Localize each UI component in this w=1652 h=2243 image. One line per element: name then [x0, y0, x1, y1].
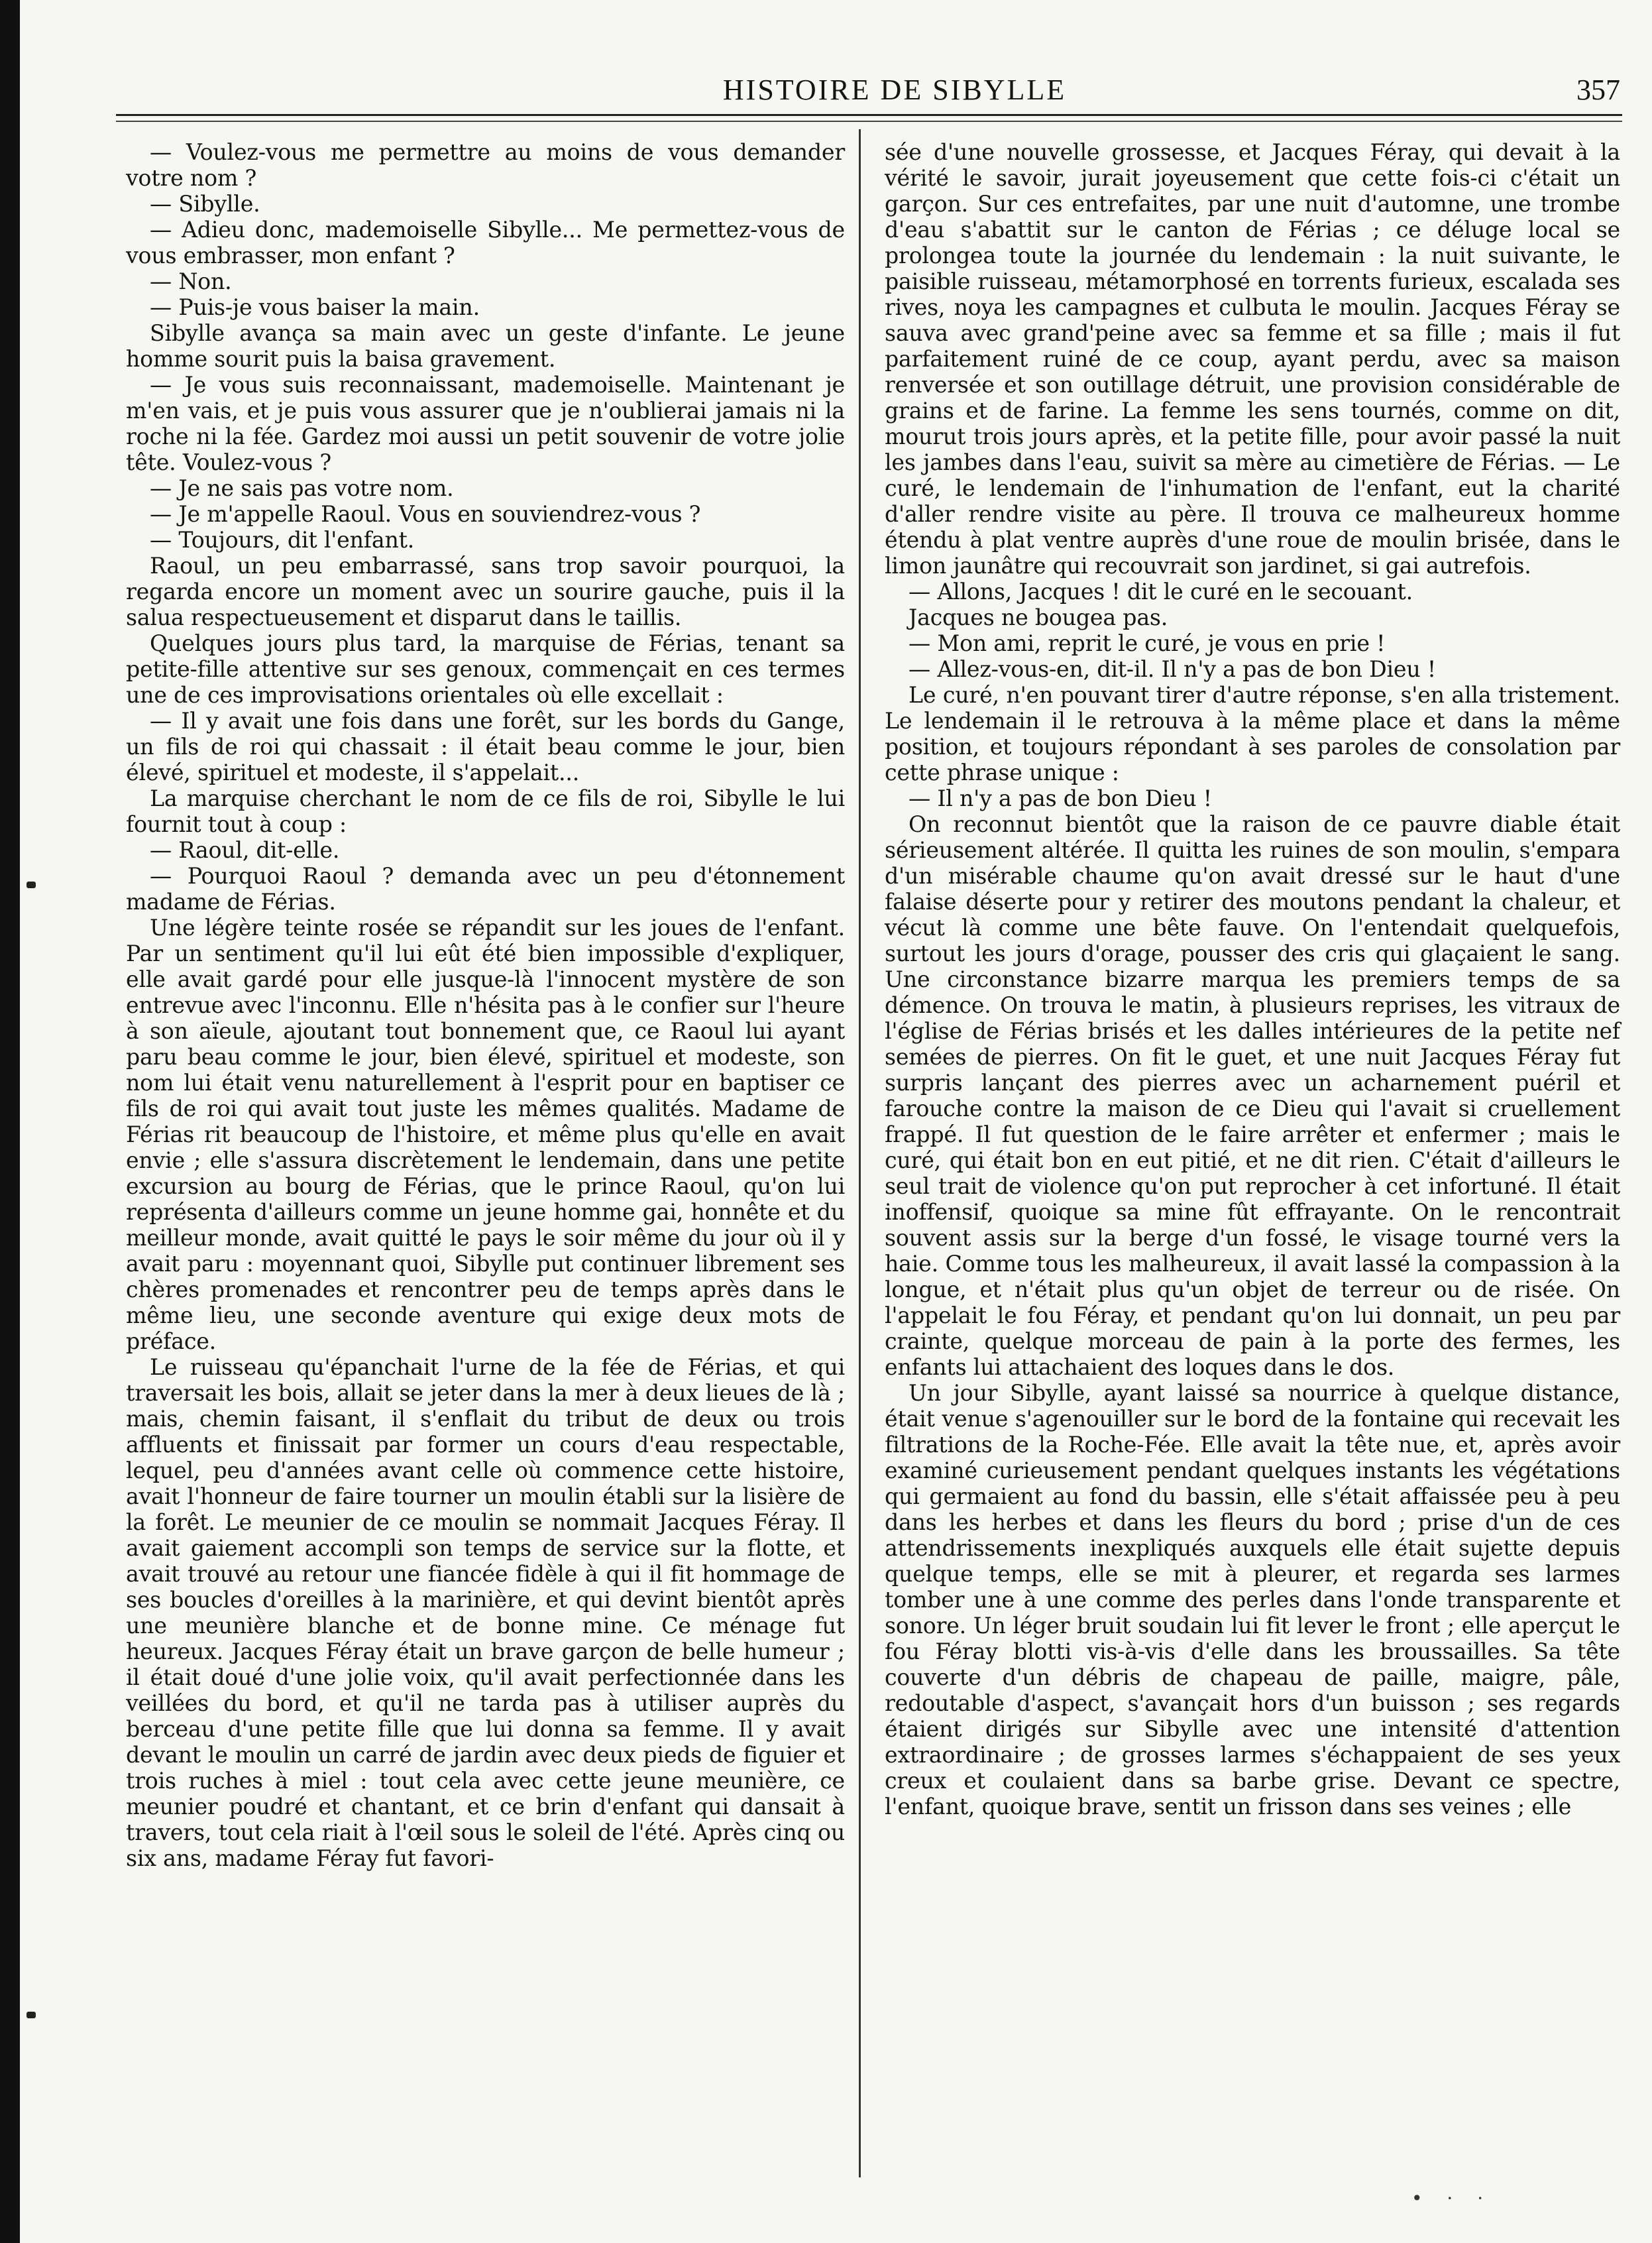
paragraph: — Pourquoi Raoul ? demanda avec un peu d'étonnement madame de Férias.: [126, 863, 845, 915]
paragraph: — Il y avait une fois dans une forêt, sur les bords du Gange, un fils de roi qui chassait : il était beau comme le jour, bien élevé, spirituel et modeste, il s'appelait...: [126, 708, 845, 785]
paragraph: — Raoul, dit-elle.: [150, 837, 340, 863]
print-specks: • · ·: [1411, 2187, 1493, 2209]
paragraph: — Allez-vous-en, dit-il. Il n'y a pas de bon Dieu !: [909, 656, 1436, 682]
paragraph: — Mon ami, reprit le curé, je vous en prie !: [909, 630, 1386, 656]
paragraph: On reconnut bientôt que la raison de ce pauvre diable était sérieusement altérée. Il quitta les ruines de son moulin, s'empara d'un misérable chaume qu'on avait dressé sur le haut d'une falaise déserte pour y retirer des moutons pendant la chaleur, et vécut là comme une bête fauve. On l'entendait quelquefois, surtout les jours d'orage, pousser des cris qui glaçaient le sang. Une circonstance bizarre marqua les premiers temps de sa démence. On trouva le matin, à plusieurs reprises, les vitraux de l'église de Férias brisés et les dalles intérieures de la petite nef semées de pierres. On fit le guet, et une nuit Jacques Féray fut surpris lançant des pierres avec un acharnement puéril et farouche contre la maison de ce Dieu qui l'avait si cruellement frappé. Il fut question de le faire arrêter et enfermer ; mais le curé, qui était bon en eut pitié, et ne dit rien. C'était d'ailleurs le seul trait de violence qu'on put reprocher à cet infortuné. Il était inoffensif, quoique sa mine fût effrayante. On le rencontrait souvent assis sur la berge d'un fossé, le visage tourné vers la haie. Comme tous les malheureux, il avait lassé la compassion à la longue, et n'était plus qu'un objet de terreur ou de risée. On l'appelait le fou Féray, et pendant qu'on lui donnait, un peu par crainte, quelque morceau de pain à la porte des fermes, les enfants lui attachaient des loques dans le dos.: [885, 811, 1620, 1380]
header-rule-thin: [116, 121, 1622, 122]
paragraph: — Sibylle.: [150, 191, 260, 217]
paragraph: — Il n'y a pas de bon Dieu !: [909, 785, 1212, 811]
paragraph: — Je ne sais pas votre nom.: [150, 475, 454, 501]
running-title: HISTOIRE DE SIBYLLE: [722, 74, 1067, 106]
column-divider: [859, 129, 861, 2177]
paragraph: Jacques ne bougea pas.: [909, 604, 1168, 630]
margin-mark: [27, 882, 36, 888]
paragraph: Sibylle avança sa main avec un geste d'infante. Le jeune homme sourit puis la baisa gravement.: [126, 320, 845, 372]
paragraph: — Puis-je vous baiser la main.: [150, 294, 480, 320]
paragraph: — Toujours, dit l'enfant.: [150, 527, 415, 553]
paragraph: — Allons, Jacques ! dit le curé en le secouant.: [909, 579, 1413, 604]
paragraph: — Non.: [150, 268, 232, 294]
paragraph: — Adieu donc, mademoiselle Sibylle... Me permettez-vous de vous embrasser, mon enfant ?: [126, 217, 845, 268]
paragraph: sée d'une nouvelle grossesse, et Jacques Féray, qui devait à la vérité le savoir, jurait joyeusement que cette fois-ci c'était un garçon. Sur ces entrefaites, par une nuit d'automne, une trombe d'eau s'abattit sur le canton de Férias ; ce déluge local se prolongea toute la journée du lendemain : la nuit suivante, le paisible ruisseau, métamorphosé en torrents furieux, escalada ses rives, noya les campagnes et culbuta le moulin. Jacques Féray se sauva avec grand'peine avec sa femme et sa fille ; mais il fut parfaitement ruiné de ce coup, ayant perdu, avec sa maison renversée et son outillage détruit, une provision considérable de grains et de farine. La femme les sens tournés, comme on dit, mourut trois jours après, et la petite fille, pour avoir passé la nuit les jambes dans l'eau, suivit sa mère au cimetière de Férias. — Le curé, le lendemain de l'inhumation de l'enfant, eut la charité d'aller rendre visite au père. Il trouva ce malheureux homme étendu à plat ventre auprès d'une roue de moulin brisée, dans le limon jaunâtre qui recouvrait son jardinet, si gai autrefois.: [885, 139, 1620, 579]
page-binding-edge: [0, 0, 20, 2243]
paragraph: Un jour Sibylle, ayant laissé sa nourrice à quelque distance, était venue s'agenouiller sur le bord de la fontaine qui recevait les filtrations de la Roche-Fée. Elle avait la tête nue, et, après avoir examiné curieusement pendant quelques instants les végétations qui germaient au fond du bassin, elle s'était affaissée peu à peu dans les herbes et dans les fleurs du bord ; prise d'un de ces attendrissements inexpliqués auxquels elle était sujette depuis quelque temps, elle se mit à pleurer, et regarda ses larmes tomber une à une comme des perles dans l'onde transparente et sonore. Un léger bruit soudain lui fit lever le front ; elle aperçut le fou Féray blotti vis-à-vis d'elle dans les broussailles. Sa tête couverte d'un débris de chapeau de paille, maigre, pâle, redoutable d'aspect, s'avançait hors d'un buisson ; ses regards étaient dirigés sur Sibylle avec une intensité d'attention extraordinaire ; de grosses larmes s'échappaient de ses yeux creux et coulaient dans sa barbe grise. Devant ce spectre, l'enfant, quoique brave, sentit un frisson dans ses veines ; elle: [885, 1380, 1620, 1819]
margin-mark: [27, 2012, 36, 2018]
paragraph: — Voulez-vous me permettre au moins de vous demander votre nom ?: [126, 139, 845, 191]
paragraph: Quelques jours plus tard, la marquise de Férias, tenant sa petite-fille attentive sur ses genoux, commençait en ces termes une de ces improvisations orientales où elle excellait :: [126, 630, 845, 708]
paragraph: Le curé, n'en pouvant tirer d'autre réponse, s'en alla tristement. Le lendemain il le retrouva à la même place et dans la même position, et toujours répondant à ses paroles de consolation par cette phrase unique :: [885, 682, 1620, 785]
paragraph: La marquise cherchant le nom de ce fils de roi, Sibylle le lui fournit tout à coup :: [126, 785, 845, 837]
paragraph: Raoul, un peu embarrassé, sans trop savoir pourquoi, la regarda encore un moment avec un sourire gauche, puis il la salua respectueusement et disparut dans le taillis.: [126, 553, 845, 630]
paragraph: — Je m'appelle Raoul. Vous en souviendrez-vous ?: [150, 501, 701, 527]
paragraph: Le ruisseau qu'épanchait l'urne de la fée de Férias, et qui traversait les bois, allait se jeter dans la mer à deux lieues de là ; mais, chemin faisant, il s'enflait du tribut de deux ou trois affluents et finissait par former un cours d'eau respectable, lequel, peu d'années avant celle où commence cette histoire, avait l'honneur de faire tourner un moulin établi sur la lisière de la forêt. Le meunier de ce moulin se nommait Jacques Féray. Il avait gaiement accompli son temps de service sur la flotte, et avait trouvé au retour une fiancée fidèle à qui il fit hommage de ses boucles d'oreilles à la marinière, et qui devint bientôt après une meunière blanche et de bonne mine. Ce ménage fut heureux. Jacques Féray était un brave garçon de belle humeur ; il était doué d'une jolie voix, qu'il avait perfectionnée dans les veillées du bord, et qu'il ne tarda pas à utiliser auprès du berceau d'une petite fille que lui donna sa femme. Il y avait devant le moulin un carré de jardin avec deux pieds de figuier et trois ruches à miel : tout cela avec cette jeune meunière, ce meunier poudré et chantant, et ce brin d'enfant qui dansait à travers, tout cela riait à l'œil sous le soleil de l'été. Après cinq ou six ans, madame Féray fut favori-: [126, 1354, 845, 1871]
paragraph: Une légère teinte rosée se répandit sur les joues de l'enfant. Par un sentiment qu'il lui eût été bien impossible d'expliquer, elle avait gardé pour elle jusque-là l'innocent mystère de son entrevue avec l'inconnu. Elle n'hésita pas à le confier sur l'heure à son aïeule, ajoutant tout bonnement que, ce Raoul lui ayant paru beau comme le jour, bien élevé, spirituel et modeste, son nom lui était venu naturellement à l'esprit pour en baptiser ce fils de roi qui avait tout juste les mêmes qualités. Madame de Férias rit beaucoup de l'histoire, et même plus qu'elle en avait envie ; elle s'assura discrètement le lendemain, dans une petite excursion au bourg de Férias, que le prince Raoul, qu'on lui représenta d'ailleurs comme un jeune homme gai, honnête et du meilleur monde, avait quitté le pays le soir même du jour où il y avait paru : moyennant quoi, Sibylle put continuer librement ses chères promenades et rencontrer peu de temps après dans le même lieu, une seconde aventure qui exige deux mots de préface.: [126, 915, 845, 1354]
page-number: 357: [1576, 74, 1620, 106]
right-column: [885, 139, 1620, 1819]
left-column: [126, 139, 845, 1871]
header-rule: [116, 114, 1622, 116]
paragraph: — Je vous suis reconnaissant, mademoiselle. Maintenant je m'en vais, et je puis vous assurer que je n'oublierai jamais ni la roche ni la fée. Gardez moi aussi un petit souvenir de votre jolie tête. Voulez-vous ?: [126, 372, 845, 475]
